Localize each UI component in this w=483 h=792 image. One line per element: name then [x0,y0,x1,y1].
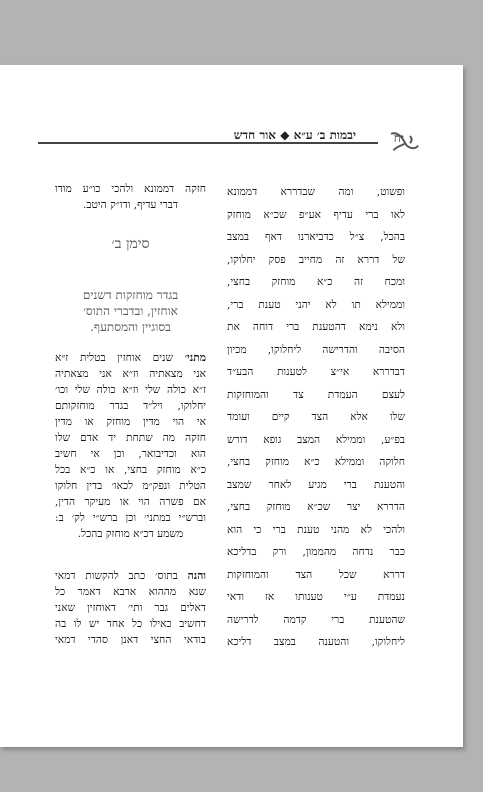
text-line: שלו אלא הצד קיים ועומד [227,411,405,423]
text-line: כ״א מוחזק בחצי, או כ״א בכל [55,464,206,476]
text-line: נעמדת ע״י טענותו אז ודאי [227,591,405,603]
text-line [55,568,206,584]
subject-line: בגדר מוחזקות דשנים [82,288,179,302]
text-line: הסיבה והדרישה ליחלוקו, מכיון [227,343,405,356]
lead-word: והנה [187,570,206,582]
text-line: והטענת ברי מגיע לאחר שמצב [227,478,405,491]
text-line: בודאי החצי דאנן סהדי דמאי [55,634,206,646]
text-line: חזקה מה שתחת יד אדם שלו [55,432,206,444]
line-text: שנים אוחזין בטלית ז״א [55,352,185,364]
left-column [55,181,206,213]
mishna-paragraph [55,350,206,542]
text-line: דאלים גבר ותי׳ דאוחזין שאני [55,602,206,614]
running-header [38,125,404,149]
text-line: הדררא יצר שכ״א מוחזק בחצי, [227,501,405,513]
text-line: ולהכי לא מהני טענת ברי כי הוא [227,523,405,536]
text-line: וממילא תו לא יהני טענת ברי, [227,298,405,311]
text-line: אי הוי מדין מוחזק או מדין [55,416,206,428]
running-title: יבמות ב׳ ע״א ◆ אור חדש [233,128,356,142]
text-line: כבר נדחה מהממון, ורק בדליכא [227,546,405,558]
text-line: וברש״י במתני׳ וכן ברש״י לק׳ ב: [55,512,206,524]
text-line: הטלית ונפק״מ לכאו׳ בדין חלוקו [55,480,206,492]
text-line: ולא נימא דהטענת ברי דוחה את [227,321,405,333]
text-line: של דררא זה מחייב פסק יחלוקו, [227,253,405,266]
subject-line: אוחזין, ובדברי התוס׳ [83,304,178,318]
text-line: לעצם העמדת צד והמוחזקות [227,388,405,401]
ornament-icon [384,129,424,155]
second-paragraph [55,568,206,648]
header-rule [38,142,378,144]
section-subject [55,287,206,335]
text-line: ליחלוקו, והטענה במצב דליכא [227,636,405,648]
text-line: דבדררא אי״צ לטענות הבע״ד [227,366,405,378]
text-line: משמע דכ״א מוחזק בהכל. [77,528,184,540]
text-line: חזקה דממונא ולהכי כו״ע מודו [55,183,206,195]
line-text: בתוס׳ כתב להקשות דמאי [55,570,188,582]
text-line: דררא שכל הצד והמוחזקות [227,568,405,581]
text-line: ז״א כולה שלי וז״א כולה שלי וכו׳ [55,384,206,396]
section-title: סימן ב׳ [111,236,150,252]
text-line: אני מצאתיה וז״א אני מצאתיה [55,368,206,380]
text-line: דברי עדיף, ודו״ק היטב. [83,199,178,211]
text-line: שהטענת ברי קדמה לדרישה [227,613,405,626]
text-line: יחלוקו, ויל״ד בגדר מוחזקותם [55,400,206,412]
lead-word: מתני׳ [184,352,206,364]
page-number: יח [393,131,404,145]
text-line: הוא וכדיבואר, וכן אי חשיב [55,448,206,460]
text-line [55,350,206,366]
text-line: דחשיב כאילו כל אחד יש לו בה [55,618,206,630]
subject-line: בסוגיין והמסתעף. [90,320,171,334]
text-line: שנא מההוא ארבא דאמר כל [55,586,206,598]
document-page [0,65,463,747]
text-line: אם פשרה הוי או מעיקר הדין, [55,496,206,508]
right-column [227,181,405,654]
text-line: לאו ברי עדיף אע״פ שכ״א מוחזק [227,208,405,221]
text-line: בהכל, צ״ל כדביארנו דאף במצב [227,231,405,243]
text-line: בפ״ע, וממילא המצב גופא דורש [227,433,405,446]
text-line: חלוקה וממילא כ״א מוחזק בחצי, [227,456,405,468]
text-line: ופשוט, ומה שבדררא דממונא [227,186,405,198]
text-line: ומכח זה כ״א מוחזק בחצי, [227,276,405,288]
